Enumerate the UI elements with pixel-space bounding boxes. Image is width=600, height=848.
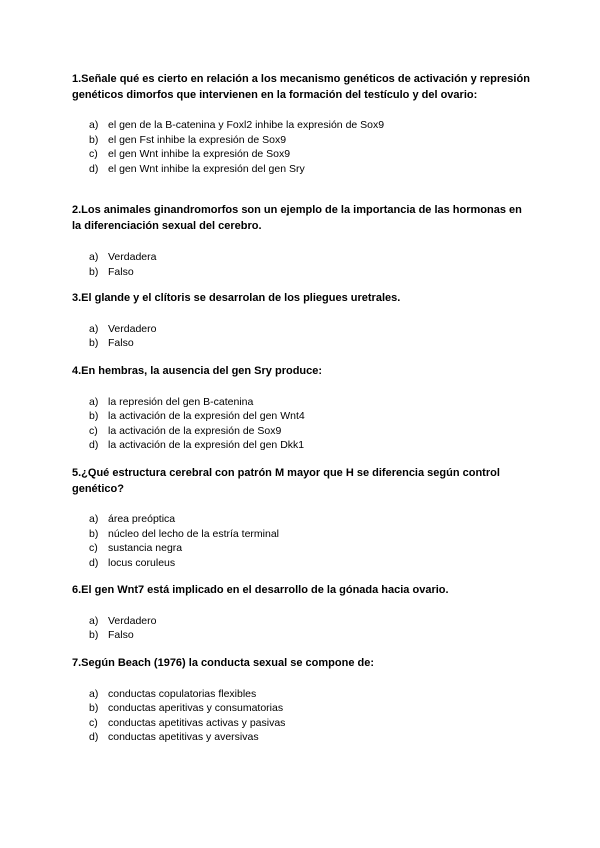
options-list [72, 614, 532, 643]
option-letter: a) [89, 614, 99, 627]
option-a [72, 395, 532, 410]
option-b [72, 409, 532, 424]
option-b [72, 701, 532, 716]
option-text: Verdadero [108, 322, 157, 335]
question-stem: 3.El glande y el clítoris se desarrolan de los pliegues uretrales. [72, 292, 401, 304]
question-3 [72, 291, 532, 351]
option-d [72, 730, 532, 745]
option-letter: b) [89, 133, 99, 146]
option-letter: a) [89, 395, 99, 408]
option-text: sustancia negra [108, 542, 183, 554]
option-text: la activación de la expresión del gen Dkk1 [108, 439, 305, 451]
option-text: conductas apetitivas y aversivas [108, 731, 259, 743]
option-a [72, 322, 532, 337]
option-d [72, 162, 532, 177]
option-letter: a) [89, 251, 99, 263]
option-text: el gen Wnt inhibe la expresión de Sox9 [108, 148, 291, 160]
option-letter: b) [89, 702, 99, 714]
option-letter: b) [89, 527, 99, 540]
question-stem: 6.El gen Wnt7 está implicado en el desarrollo de la gónada hacia ovario. [72, 584, 449, 596]
option-text: la activación de la expresión de Sox9 [108, 424, 282, 437]
option-text: Falso [108, 629, 134, 641]
option-c [72, 424, 532, 439]
option-letter: b) [89, 410, 99, 422]
option-letter: c) [89, 148, 98, 160]
option-text: Falso [108, 337, 134, 349]
option-a [72, 118, 532, 133]
option-c [72, 716, 532, 731]
option-a [72, 614, 532, 629]
question-stem: 2.Los animales ginandromorfos son un ejemplo de la importancia de las hormonas en la diferenciación sexual del cerebro. [72, 204, 522, 232]
option-letter: d) [89, 556, 99, 569]
option-a [72, 687, 532, 702]
question-stem: 5.¿Qué estructura cerebral con patrón M mayor que H se diferencia según control genético? [72, 467, 500, 495]
options-list [72, 395, 532, 453]
question-stem: 4.En hembras, la ausencia del gen Sry produce: [72, 365, 323, 377]
option-letter: c) [89, 542, 98, 554]
options-list [72, 250, 532, 279]
option-text: el gen Fst inhibe la expresión de Sox9 [108, 133, 287, 146]
option-d [72, 438, 532, 453]
option-text: la activación de la expresión del gen Wnt4 [108, 410, 305, 422]
question-stem: 1.Señale qué es cierto en relación a los mecanismo genéticos de activación y represión genéticos dimorfos que intervienen en la formación del testículo y del ovario: [72, 73, 530, 101]
option-text: área preóptica [108, 513, 176, 525]
question-6 [72, 583, 532, 643]
option-letter: d) [89, 439, 99, 451]
option-text: núcleo del lecho de la estría terminal [108, 527, 280, 540]
option-letter: c) [89, 424, 98, 437]
option-text: el gen de la B-catenina y Foxl2 inhibe la expresión de Sox9 [108, 119, 385, 131]
question-7 [72, 656, 532, 745]
option-letter: a) [89, 513, 99, 525]
option-letter: a) [89, 687, 99, 700]
options-list [72, 118, 532, 176]
option-a [72, 512, 532, 527]
options-list [72, 322, 532, 351]
options-list [72, 687, 532, 745]
question-5 [72, 466, 532, 570]
option-b [72, 133, 532, 148]
question-4 [72, 364, 532, 453]
option-b [72, 265, 532, 280]
option-text: conductas aperitivas y consumatorias [108, 702, 284, 714]
option-letter: b) [89, 265, 99, 278]
option-letter: a) [89, 119, 99, 131]
options-list [72, 512, 532, 570]
option-text: Verdadera [108, 251, 157, 263]
option-b [72, 336, 532, 351]
question-1 [72, 72, 532, 176]
option-letter: a) [89, 322, 99, 335]
option-c [72, 147, 532, 162]
question-2 [72, 203, 532, 279]
option-text: locus coruleus [108, 556, 176, 569]
option-text: conductas copulatorias flexibles [108, 687, 257, 700]
option-text: la represión del gen B-catenina [108, 395, 254, 408]
option-c [72, 541, 532, 556]
option-a [72, 250, 532, 265]
question-stem: 7.Según Beach (1976) la conducta sexual se compone de: [72, 657, 374, 669]
option-text: conductas apetitivas activas y pasivas [108, 716, 286, 729]
option-text: el gen Wnt inhibe la expresión del gen Sry [108, 162, 305, 175]
option-letter: b) [89, 629, 99, 641]
option-letter: c) [89, 716, 98, 729]
option-d [72, 556, 532, 571]
option-letter: b) [89, 337, 99, 349]
option-text: Falso [108, 265, 134, 278]
option-text: Verdadero [108, 614, 157, 627]
option-b [72, 628, 532, 643]
option-letter: d) [89, 731, 99, 743]
option-letter: d) [89, 162, 99, 175]
option-b [72, 527, 532, 542]
